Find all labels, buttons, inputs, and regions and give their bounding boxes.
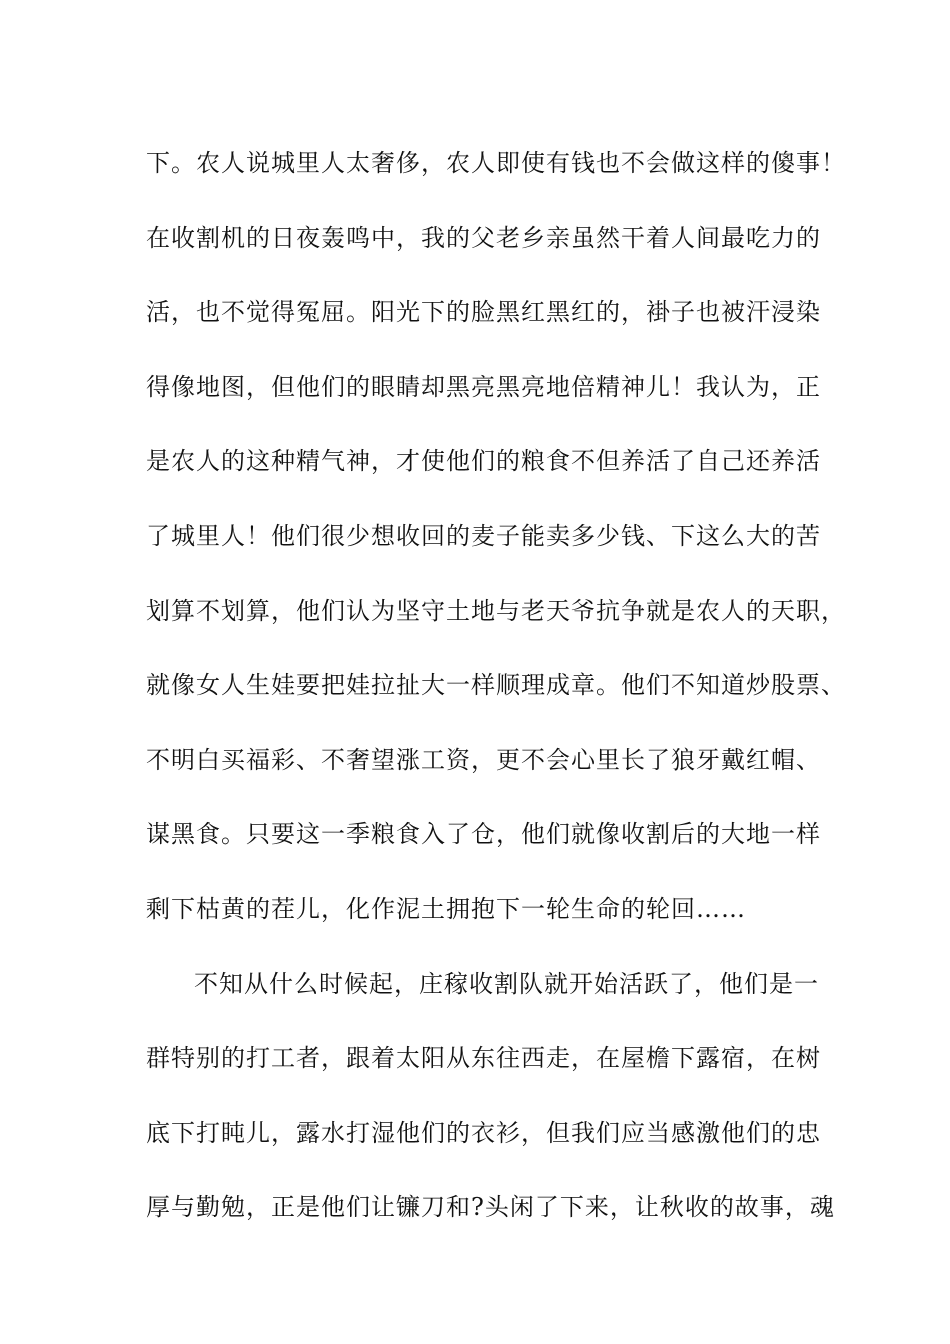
text-line: 剩下枯黄的茬儿，化作泥土拥抱下一轮生命的轮回…… [146, 894, 746, 923]
text-line: 底下打盹儿，露水打湿他们的衣衫，但我们应当感激他们的忠 [146, 1118, 821, 1147]
text-line: 是农人的这种精气神，才使他们的粮食不但养活了自己还养活 [146, 447, 821, 476]
text-line: 厚与勤勉，正是他们让镰刀和?头闲了下来，让秋收的故事，魂 [146, 1193, 835, 1222]
text-line: 不明白买福彩、不奢望涨工资，更不会心里长了狼牙戴红帽、 [146, 745, 821, 774]
text-line: 得像地图，但他们的眼睛却黑亮黑亮地倍精神儿！我认为，正 [146, 372, 821, 401]
text-line: 群特别的打工者，跟着太阳从东往西走，在屋檐下露宿，在树 [146, 1044, 821, 1073]
text-line: 下。农人说城里人太奢侈，农人即使有钱也不会做这样的傻事！ [146, 149, 846, 177]
paragraph-start-line: 不知从什么时候起，庄稼收割队就开始活跃了，他们是一 [194, 969, 819, 998]
body-text [146, 126, 846, 1245]
text-line: 活，也不觉得冤屈。阳光下的脸黑红黑红的，褂子也被汗浸染 [146, 298, 821, 327]
text-line: 了城里人！他们很少想收回的麦子能卖多少钱、下这么大的苦 [146, 521, 821, 550]
text-line: 在收割机的日夜轰鸣中，我的父老乡亲虽然干着人间最吃力的 [146, 223, 821, 252]
text-line: 谋黑食。只要这一季粮食入了仓，他们就像收割后的大地一样 [146, 820, 821, 849]
text-line: 就像女人生娃要把娃拉扯大一样顺理成章。他们不知道炒股票、 [146, 671, 846, 700]
text-line: 划算不划算，他们认为坚守土地与老天爷抗争就是农人的天职， [146, 596, 846, 625]
